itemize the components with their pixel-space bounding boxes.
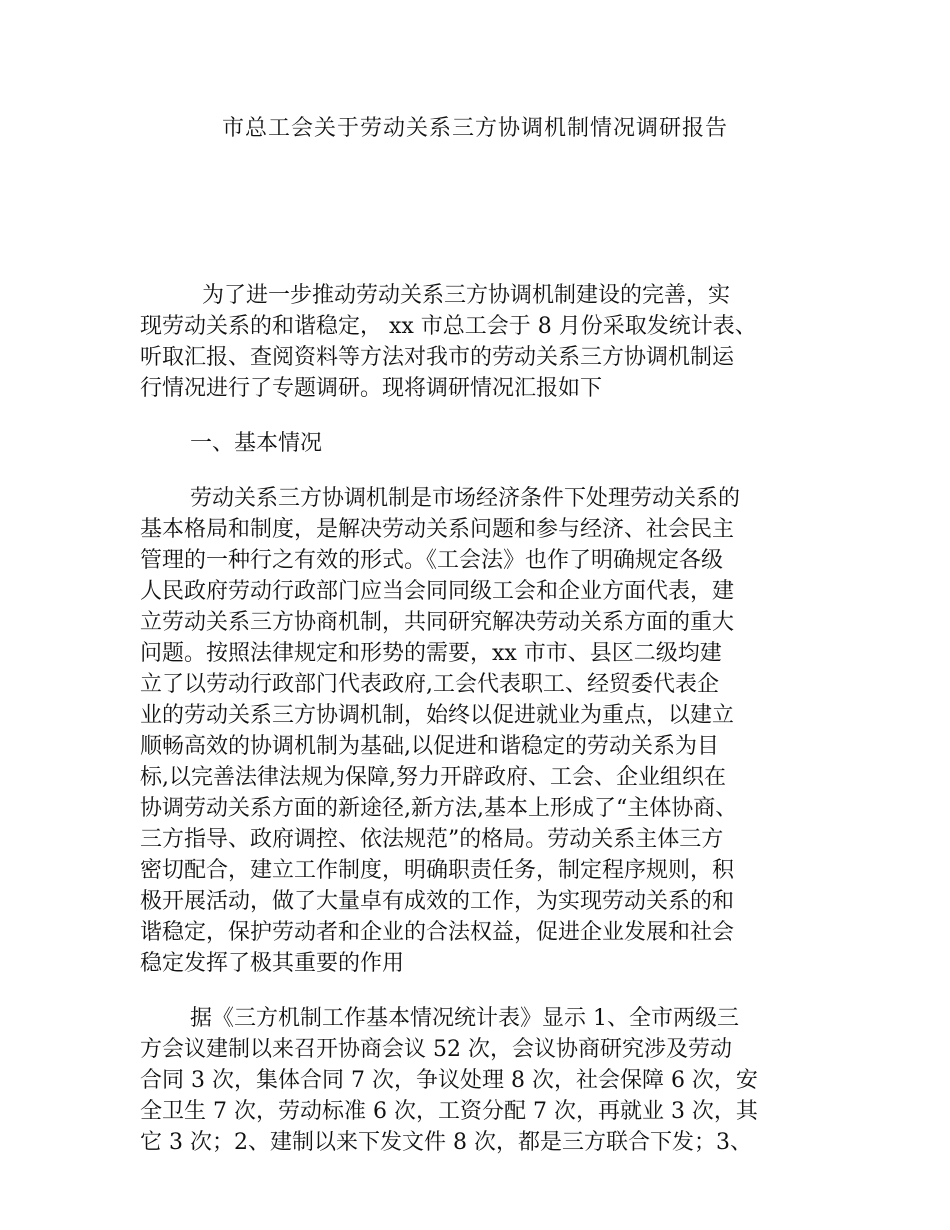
body-paragraph	[140, 1003, 820, 1158]
text-line: 据《三方机制工作基本情况统计表》显示 1、全市两级三	[190, 1006, 739, 1031]
text-line: 方会议建制以来召开协商会议 52 次，会议协商研究涉及劳动	[140, 1037, 732, 1062]
text-line: 全卫生 7 次，劳动标准 6 次，工资分配 7 次，再就业 3 次，其	[140, 1099, 758, 1124]
text-line: 劳动关系三方协调机制是市场经济条件下处理劳动关系的	[190, 486, 741, 511]
text-line: 为了进一步推动劳动关系三方协调机制建设的完善，实	[202, 283, 731, 308]
text-line: 听取汇报、查阅资料等方法对我市的劳动关系三方协调机制运	[140, 345, 735, 370]
text-line: 基本格局和制度，是解决劳动关系问题和参与经济、社会民主	[140, 517, 735, 542]
section-heading: 一、基本情况	[190, 431, 323, 456]
text-line: 顺畅高效的协调机制为基础,以促进和谐稳定的劳动关系为目	[140, 734, 719, 759]
document-title: 市总工会关于劳动关系三方协调机制情况调研报告	[221, 116, 728, 141]
text-line: 问题。按照法律规定和形势的需要，xx 市市、县区二级均建	[140, 641, 722, 666]
body-paragraph	[140, 483, 820, 979]
document-body	[140, 280, 820, 1182]
intro-paragraph	[140, 280, 820, 404]
text-line: 现劳动关系的和谐稳定， xx 市总工会于 8 月份采取发统计表、	[140, 314, 757, 339]
text-line: 三方指导、政府调控、依法规范”的格局。劳动关系主体三方	[140, 827, 724, 852]
text-line: 它 3 次；2、建制以来下发文件 8 次，都是三方联合下发；3、	[140, 1130, 752, 1155]
text-line: 管理的一种行之有效的形式。《工会法》也作了明确规定各级	[140, 548, 724, 573]
text-line: 合同 3 次，集体合同 7 次，争议处理 8 次，社会保障 6 次，安	[140, 1068, 758, 1093]
text-line: 行情况进行了专题调研。现将调研情况汇报如下	[140, 376, 603, 401]
text-line: 协调劳动关系方面的新途径,新方法,基本上形成了“主体协商、	[140, 796, 738, 821]
text-line: 标,以完善法律法规为保障,努力开辟政府、工会、企业组织在	[140, 765, 726, 790]
text-line: 立了以劳动行政部门代表政府,工会代表职工、经贸委代表企	[140, 672, 719, 697]
text-line: 稳定发挥了极其重要的作用	[140, 951, 405, 976]
text-line: 密切配合，建立工作制度，明确职责任务，制定程序规则，积	[140, 858, 735, 883]
text-line: 极开展活动，做了大量卓有成效的工作，为实现劳动关系的和	[140, 889, 735, 914]
text-line: 业的劳动关系三方协调机制，始终以促进就业为重点，以建立	[140, 703, 735, 728]
text-line: 立劳动关系三方协商机制，共同研究解决劳动关系方面的重大	[140, 610, 735, 635]
text-line: 人民政府劳动行政部门应当会同同级工会和企业方面代表，建	[140, 579, 735, 604]
text-line: 谐稳定，保护劳动者和企业的合法权益，促进企业发展和社会	[140, 920, 735, 945]
